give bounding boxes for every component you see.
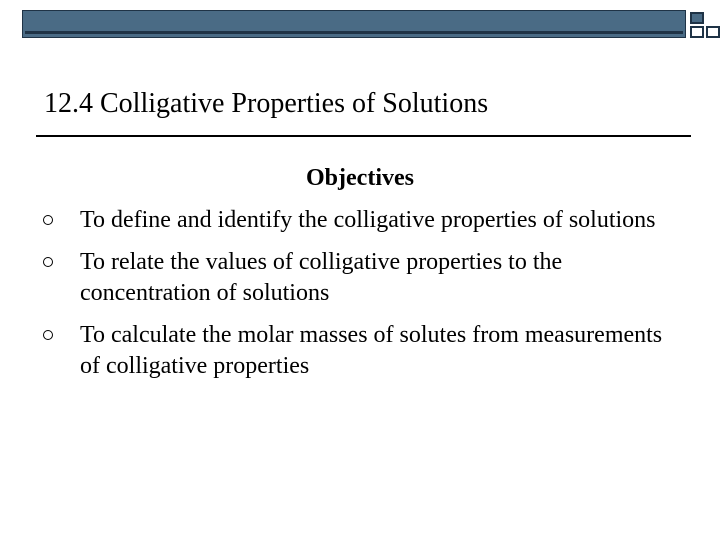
slide-subtitle: Objectives bbox=[306, 165, 414, 191]
decorative-header-bar bbox=[22, 10, 710, 40]
hollow-circle-bullet-icon bbox=[43, 215, 53, 225]
title-divider bbox=[36, 135, 691, 137]
objective-text: To calculate the molar masses of solutes from measurements of colligative properties bbox=[80, 322, 663, 379]
objective-item bbox=[40, 205, 680, 236]
header-square-icon bbox=[690, 26, 704, 38]
hollow-circle-bullet-icon bbox=[43, 330, 53, 340]
header-square-icon bbox=[706, 26, 720, 38]
objective-text: To define and identify the colligative properties of solutions bbox=[80, 207, 656, 233]
objective-item bbox=[40, 247, 680, 309]
slide-title: 12.4 Colligative Properties of Solutions bbox=[44, 88, 489, 119]
objective-item bbox=[40, 320, 680, 382]
hollow-circle-bullet-icon bbox=[43, 257, 53, 267]
header-bar-line bbox=[25, 31, 683, 34]
header-bar-main bbox=[22, 10, 686, 38]
objectives-list bbox=[40, 205, 680, 393]
objective-text: To relate the values of colligative properties to the concentration of solutions bbox=[80, 249, 563, 306]
header-square-icon bbox=[690, 12, 704, 24]
